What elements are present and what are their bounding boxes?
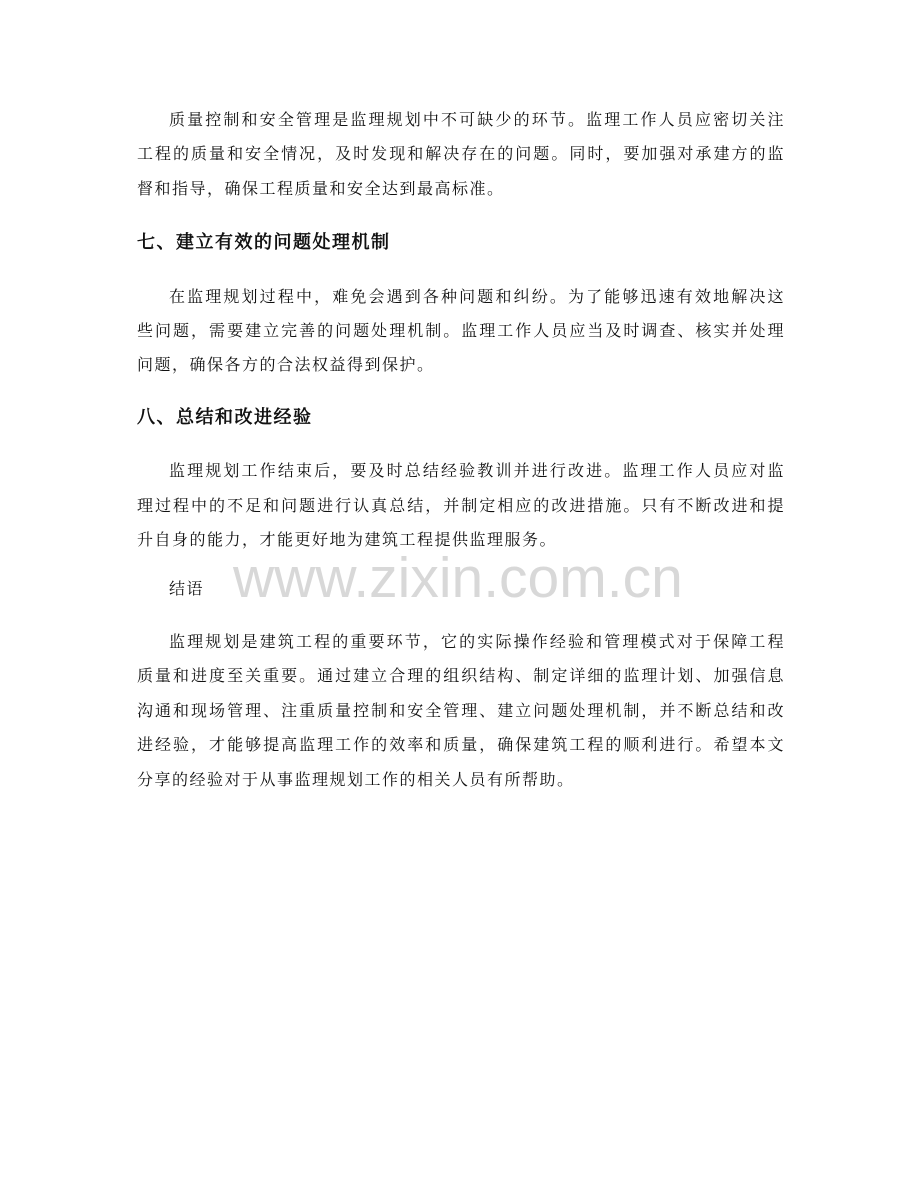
conclusion-heading-text: 结语: [169, 579, 205, 599]
paragraph-line: 监理规划工作结束后，要及时总结经验教训并进行改进。监理工作人员应对监: [169, 461, 785, 481]
watermark: www.zixin.com.cn: [233, 546, 683, 610]
section-heading-7: 七、建立有效的问题处理机制: [137, 232, 391, 254]
paragraph-line: 监理规划是建筑工程的重要环节，它的实际操作经验和管理模式对于保障工程: [169, 631, 785, 651]
paragraph-line: 些问题，需要建立完善的问题处理机制。监理工作人员应当及时调查、核实并处理: [137, 321, 785, 341]
paragraph-conclusion: [137, 625, 785, 797]
paragraph-line: 在监理规划过程中，难免会遇到各种问题和纠纷。为了能够迅速有效地解决这: [169, 286, 785, 306]
paragraph-line: 工程的质量和安全情况，及时发现和解决存在的问题。同时，要加强对承建方的监: [137, 144, 785, 164]
paragraph-quality-safety: [137, 103, 785, 206]
paragraph-line: 沟通和现场管理、注重质量控制和安全管理、建立问题处理机制，并不断总结和改: [137, 700, 785, 720]
paragraph-problem-handling: [137, 280, 785, 383]
paragraph-line: 理过程中的不足和问题进行认真总结，并制定相应的改进措施。只有不断改进和提: [137, 495, 785, 515]
paragraph-line: 问题，确保各方的合法权益得到保护。: [137, 355, 435, 375]
conclusion-heading: [137, 572, 785, 606]
paragraph-line: 升自身的能力，才能更好地为建筑工程提供监理服务。: [137, 530, 558, 550]
paragraph-summary-improvement: [137, 454, 785, 557]
paragraph-line: 质量和进度至关重要。通过建立合理的组织结构、制定详细的监理计划、加强信息: [137, 666, 785, 686]
document-page: [137, 103, 785, 797]
paragraph-line: 进经验，才能够提高监理工作的效率和质量，确保建筑工程的顺利进行。希望本文: [137, 735, 785, 755]
section-heading-8: 八、总结和改进经验: [137, 406, 313, 428]
paragraph-line: 质量控制和安全管理是监理规划中不可缺少的环节。监理工作人员应密切关注: [169, 110, 785, 129]
paragraph-line: 分享的经验对于从事监理规划工作的相关人员有所帮助。: [137, 769, 575, 789]
paragraph-line: 督和指导，确保工程质量和安全达到最高标准。: [137, 178, 505, 198]
